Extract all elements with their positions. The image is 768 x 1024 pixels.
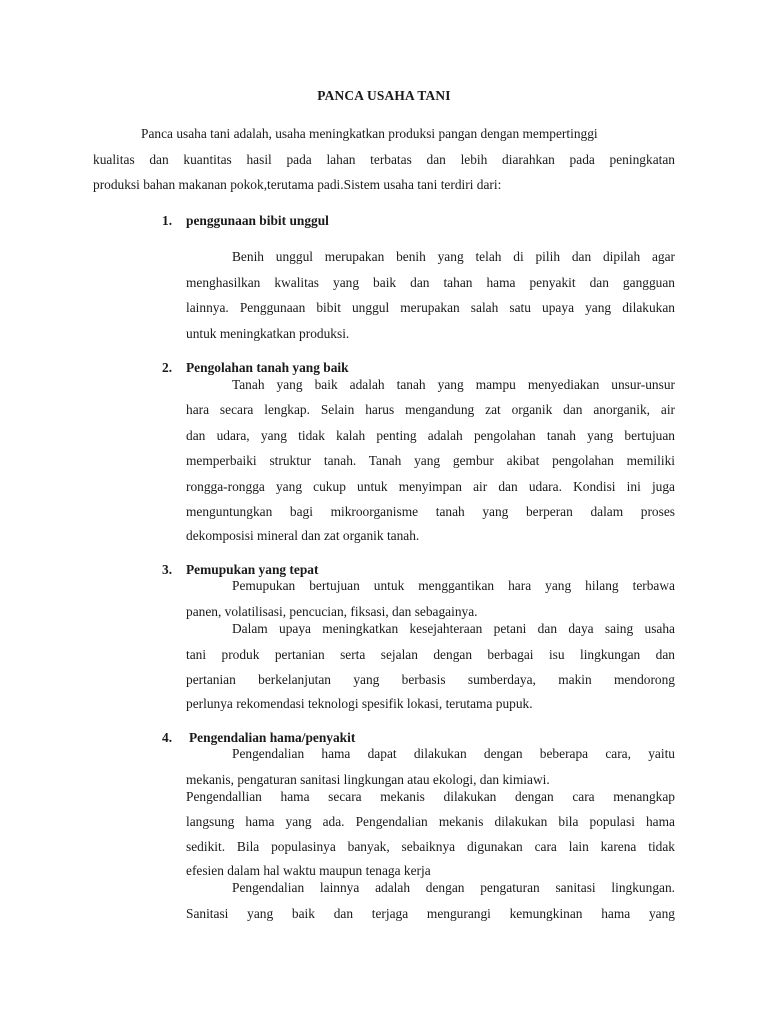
section-2-line-6: menguntungkan bagi mikroorganisme tanah yang berperan dalam proses — [186, 504, 675, 519]
section-4-line-6: efesien dalam hal waktu maupun tenaga kerja — [186, 863, 431, 878]
section-4-heading: Pengendalian hama/penyakit — [189, 730, 356, 745]
section-2-line-1: Tanah yang baik adalah tanah yang mampu menyediakan unsur-unsur — [232, 377, 675, 392]
section-3-line-3: Dalam upaya meningkatkan kesejahteraan petani dan daya saing usaha — [232, 621, 675, 636]
section-2-line-3: dan udara, yang tidak kalah penting adalah pengolahan tanah yang bertujuan — [186, 428, 675, 443]
intro-line-1: Panca usaha tani adalah, usaha meningkatkan produksi pangan dengan mempertinggi — [141, 126, 598, 141]
section-4-line-4: langsung hama yang ada. Pengendalian mekanis dilakukan bila populasi hama — [186, 814, 675, 829]
section-2-line-7: dekomposisi mineral dan zat organik tanah. — [186, 528, 420, 543]
section-3-heading: Pemupukan yang tepat — [186, 562, 319, 577]
section-2-line-5: rongga-rongga yang cukup untuk menyimpan air dan udara. Kondisi ini juga — [186, 479, 675, 494]
intro-line-3: produksi bahan makanan pokok,terutama padi.Sistem usaha tani terdiri dari: — [93, 177, 502, 192]
intro-line-2: kualitas dan kuantitas hasil pada lahan terbatas dan lebih diarahkan pada peningkatan — [93, 152, 675, 167]
section-3-line-2: panen, volatilisasi, pencucian, fiksasi, dan sebagainya. — [186, 604, 478, 619]
section-1-heading: penggunaan bibit unggul — [186, 213, 329, 228]
section-1-line-3: lainnya. Penggunaan bibit unggul merupakan salah satu upaya yang dilakukan — [186, 300, 675, 315]
section-2-heading: Pengolahan tanah yang baik — [186, 360, 349, 375]
section-1-number: 1. — [162, 213, 173, 228]
section-2-line-2: hara secara lengkap. Selain harus mengandung zat organik dan anorganik, air — [186, 402, 675, 417]
section-4-line-3: Pengendallian hama secara mekanis dilakukan dengan cara menangkap — [186, 789, 675, 804]
section-3-line-5: pertanian berkelanjutan yang berbasis sumberdaya, makin mendorong — [186, 672, 675, 687]
section-3-number: 3. — [162, 562, 173, 577]
section-1-line-2: menghasilkan kwalitas yang baik dan tahan hama penyakit dan gangguan — [186, 275, 675, 290]
section-4-line-1: Pengendalian hama dapat dilakukan dengan beberapa cara, yaitu — [232, 746, 675, 761]
section-1-line-4: untuk meningkatkan produksi. — [186, 326, 350, 341]
section-4-line-2: mekanis, pengaturan sanitasi lingkungan atau ekologi, dan kimiawi. — [186, 772, 550, 787]
section-4-line-7: Pengendalian lainnya adalah dengan pengaturan sanitasi lingkungan. — [232, 880, 675, 895]
section-4-line-5: sedikit. Bila populasinya banyak, sebaiknya digunakan cara lain karena tidak — [186, 839, 675, 854]
section-2-number: 2. — [162, 360, 173, 375]
section-2-line-4: memperbaiki struktur tanah. Tanah yang gembur akibat pengolahan memiliki — [186, 453, 675, 468]
section-3-line-1: Pemupukan bertujuan untuk menggantikan hara yang hilang terbawa — [232, 578, 675, 593]
section-3-line-4: tani produk pertanian serta sejalan dengan berbagai isu lingkungan dan — [186, 647, 675, 662]
section-4-line-8: Sanitasi yang baik dan terjaga mengurangi kemungkinan hama yang — [186, 906, 675, 921]
section-4-number: 4. — [162, 730, 173, 745]
section-1-line-1: Benih unggul merupakan benih yang telah di pilih dan dipilah agar — [232, 249, 675, 264]
page-title: PANCA USAHA TANI — [317, 88, 451, 103]
section-3-line-6: perlunya rekomendasi teknologi spesifik lokasi, terutama pupuk. — [186, 696, 533, 711]
